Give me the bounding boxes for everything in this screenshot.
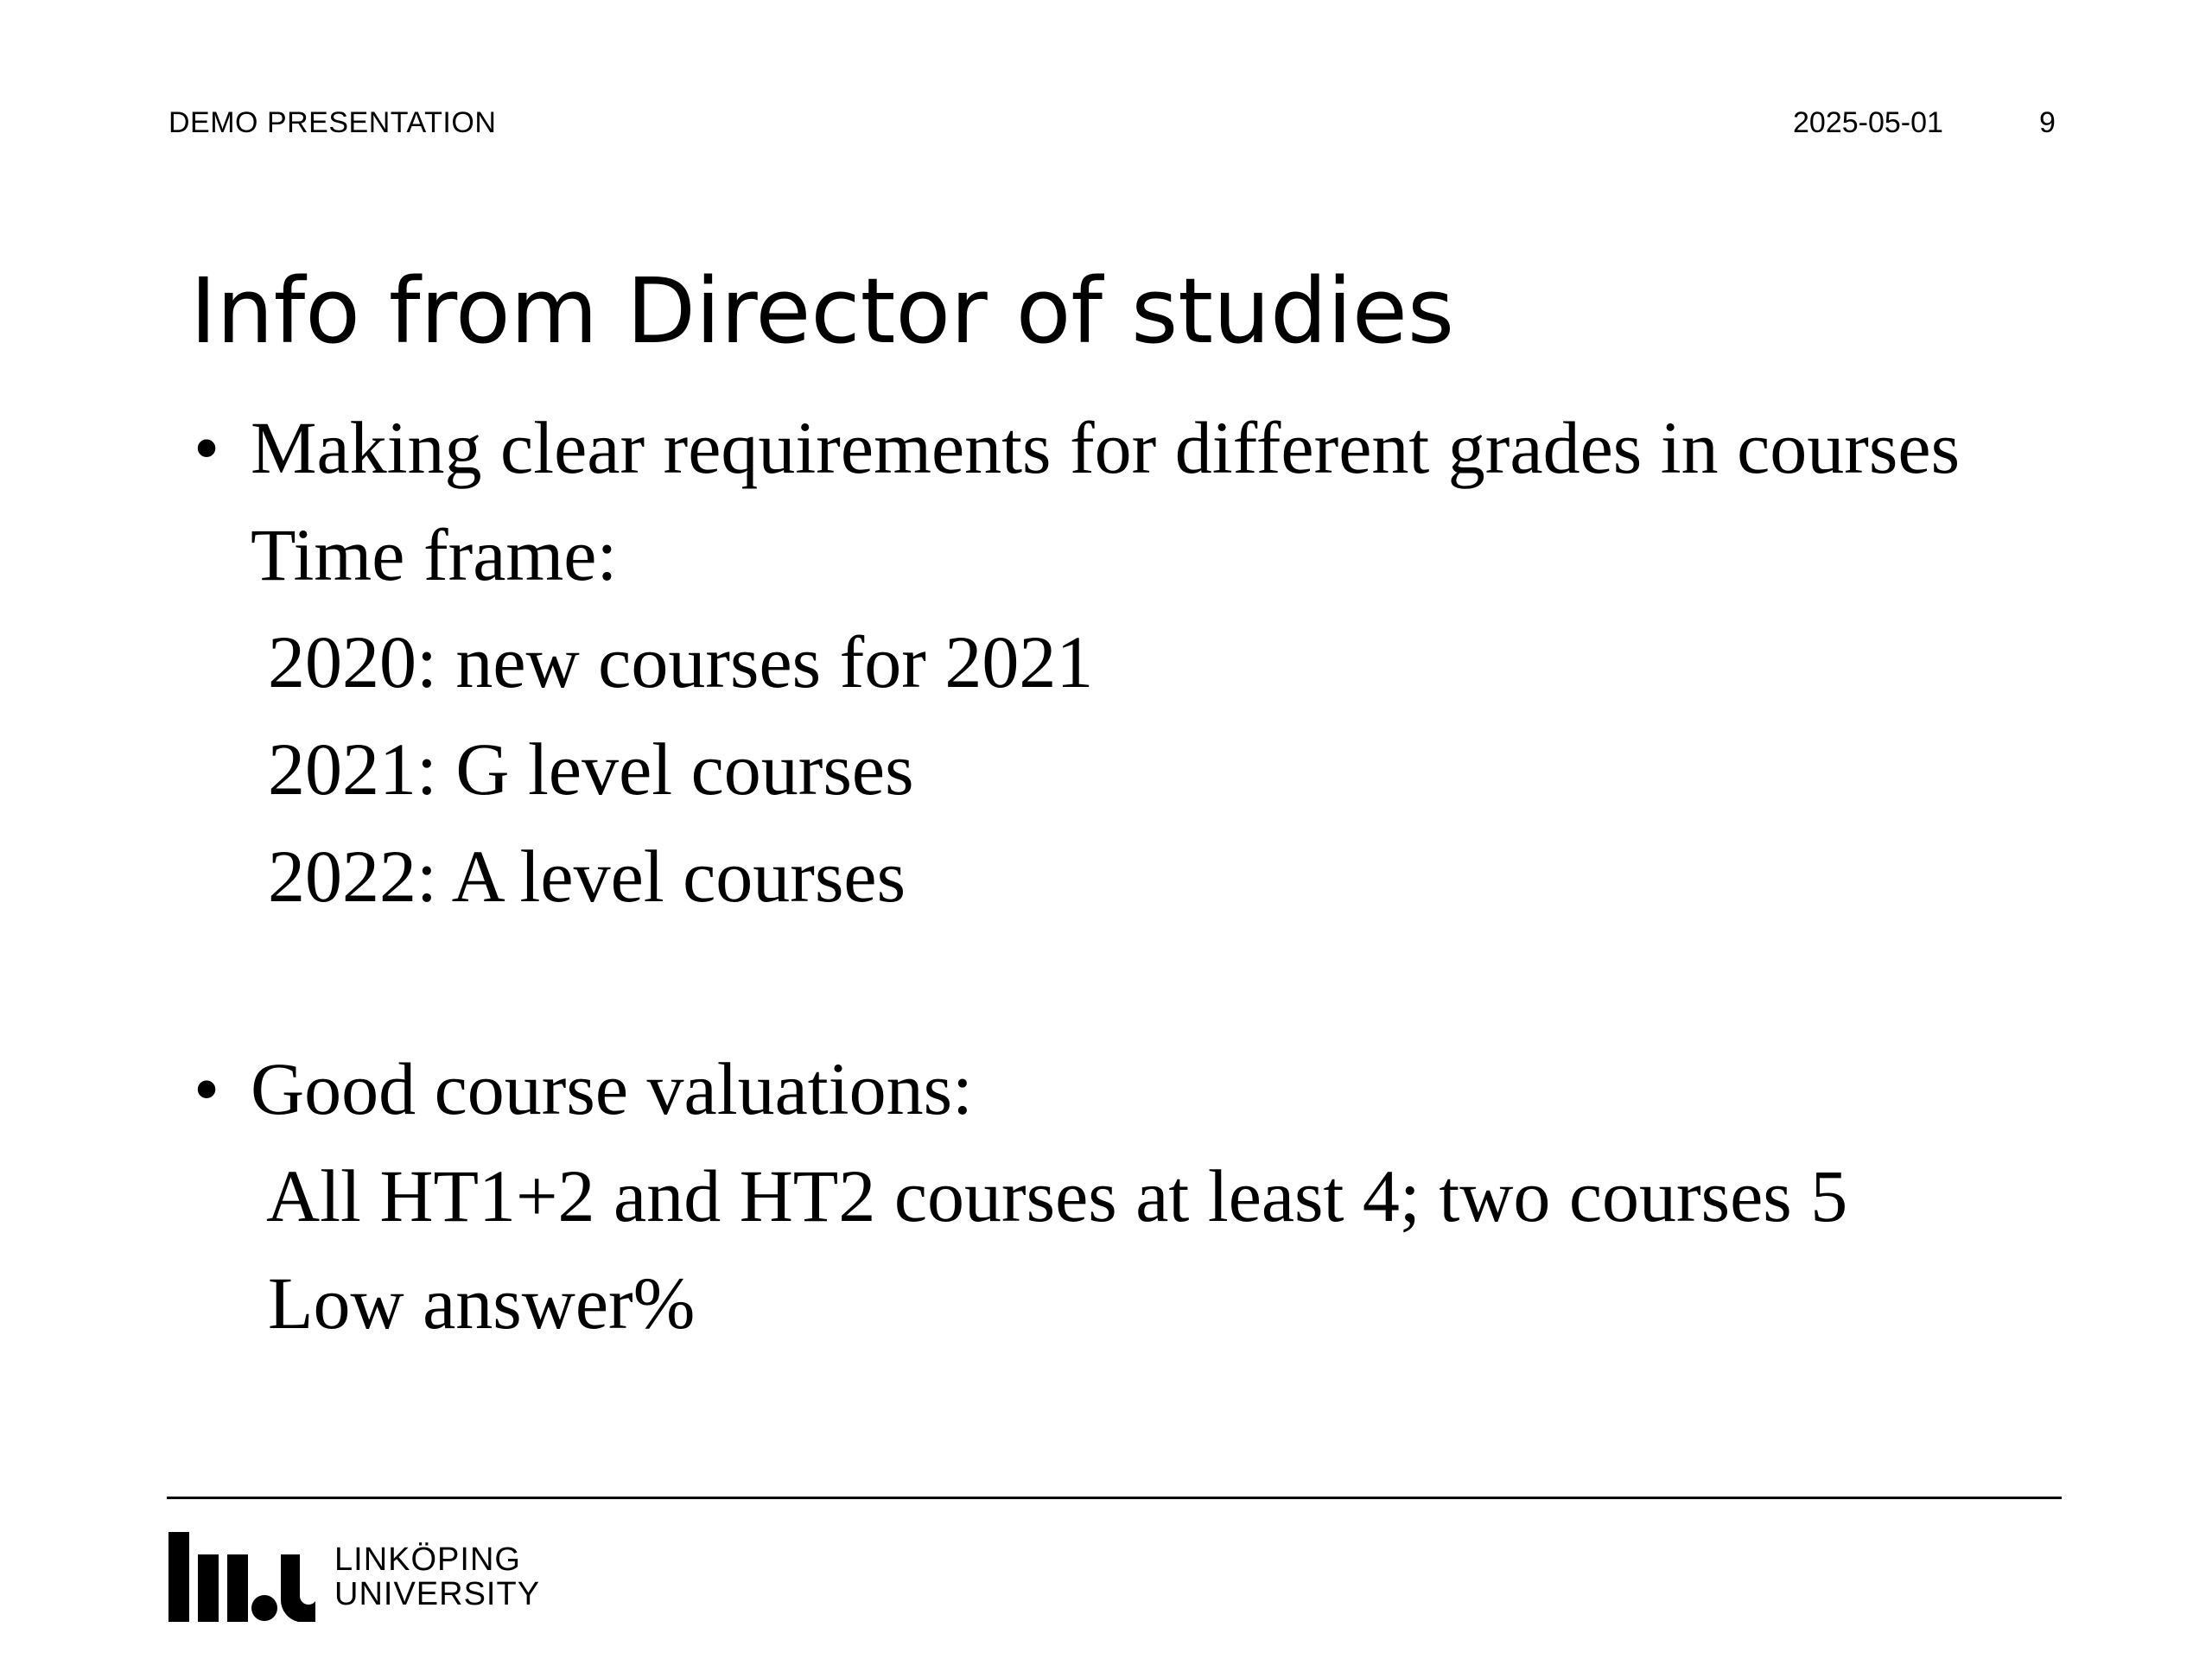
bullet-text: Good course valuations: bbox=[251, 1047, 973, 1130]
time-frame-label: Time frame: bbox=[251, 513, 618, 596]
slide-title: Info from Director of studies bbox=[190, 258, 1455, 364]
bullet-item-grades bbox=[190, 406, 2074, 489]
bullet-icon: • bbox=[194, 406, 220, 489]
logo-line-2: UNIVERSITY bbox=[334, 1576, 541, 1612]
footer-divider bbox=[167, 1497, 2062, 1499]
time-frame-item: 2020: new courses for 2021 bbox=[268, 620, 1094, 703]
time-frame-item: 2021: G level courses bbox=[268, 728, 914, 810]
bullet-item-valuations bbox=[190, 1047, 2074, 1130]
valuation-item: All HT1+2 and HT2 courses at least 4; two courses 5 bbox=[266, 1154, 1848, 1237]
bullet-icon: • bbox=[194, 1047, 220, 1130]
valuation-item: Low answer% bbox=[268, 1262, 696, 1344]
bullet-text: Making clear requirements for different grades in courses bbox=[251, 406, 1961, 489]
presentation-title: DEMO PRESENTATION bbox=[168, 106, 497, 139]
slide-date: 2025-05-01 bbox=[1793, 106, 1943, 139]
logo-wordmark bbox=[334, 1542, 540, 1611]
time-frame-item: 2022: A level courses bbox=[268, 835, 906, 918]
slide-content bbox=[190, 406, 2074, 1344]
logo-line-1: LINKÖPING bbox=[334, 1541, 521, 1578]
liu-logo-icon bbox=[168, 1532, 315, 1622]
liu-logo bbox=[168, 1529, 540, 1624]
page-number: 9 bbox=[2039, 106, 2056, 139]
